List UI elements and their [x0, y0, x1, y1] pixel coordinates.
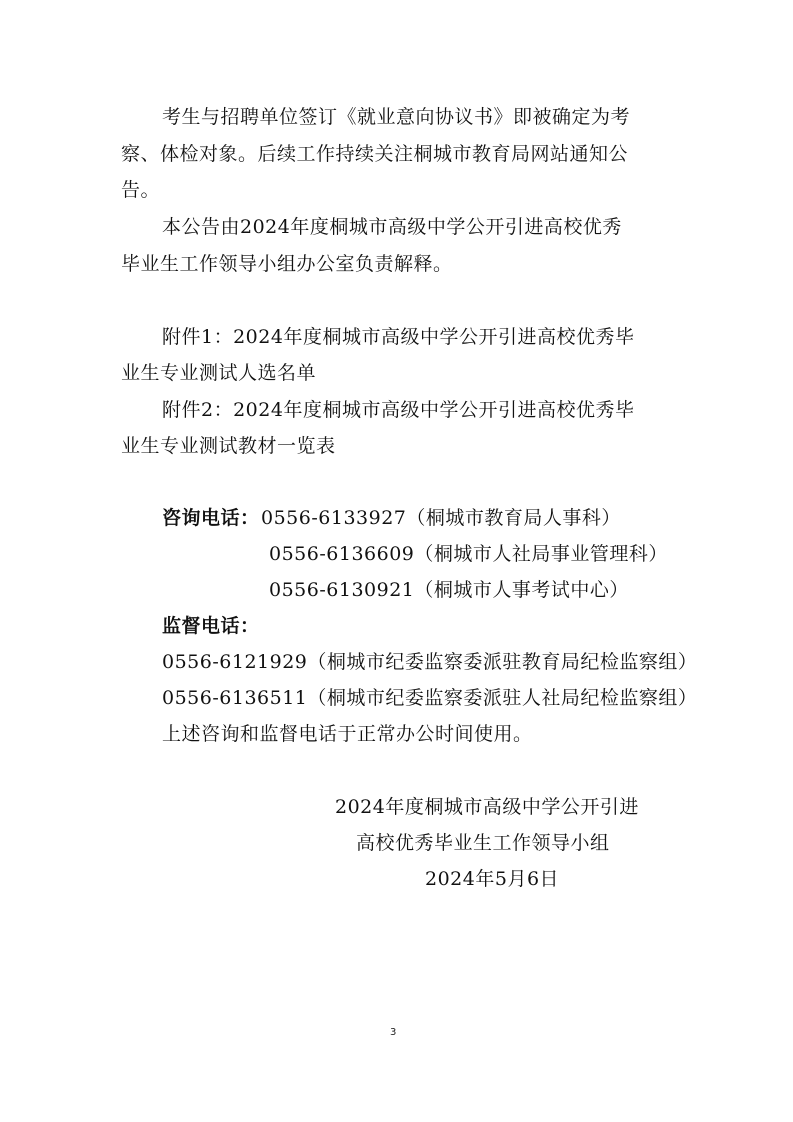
supervise-phone: 0556-6121929（桐城市纪委监察委派驻教育局纪检监察组）: [162, 651, 698, 673]
paragraph-line: 告。: [121, 179, 161, 201]
page-number: 3: [390, 1027, 397, 1038]
paragraph-line: 毕业生工作领导小组办公室负责解释。: [121, 253, 453, 275]
usage-note: 上述咨询和监督电话于正常办公时间使用。: [162, 723, 533, 745]
attachment-line: 附件1：2024年度桐城市高级中学公开引进高校优秀毕: [162, 326, 635, 348]
signature-org-line: 高校优秀毕业生工作领导小组: [356, 832, 610, 854]
attachment-line: 业生专业测试教材一览表: [121, 435, 336, 457]
signature-date: 2024年5月6日: [425, 868, 560, 890]
consult-phone: 0556-6136609（桐城市人社局事业管理科）: [269, 543, 668, 565]
consult-phone: 0556-6130921（桐城市人事考试中心）: [269, 579, 629, 601]
consult-phone: 0556-6133927（桐城市教育局人事科）: [261, 507, 621, 529]
paragraph-line: 察、体检对象。后续工作持续关注桐城市教育局网站通知公: [121, 143, 629, 165]
attachment-line: 附件2：2024年度桐城市高级中学公开引进高校优秀毕: [162, 399, 635, 421]
supervise-label: 监督电话：: [162, 615, 260, 637]
supervise-phone: 0556-6136511（桐城市纪委监察委派驻人社局纪检监察组）: [162, 687, 698, 709]
paragraph-line: 考生与招聘单位签订《就业意向协议书》即被确定为考: [162, 106, 631, 128]
attachment-line: 业生专业测试人选名单: [121, 362, 317, 384]
paragraph-line: 本公告由2024年度桐城市高级中学公开引进高校优秀: [162, 216, 622, 238]
signature-org-line: 2024年度桐城市高级中学公开引进: [335, 796, 639, 818]
consult-label: 咨询电话：: [162, 507, 260, 529]
